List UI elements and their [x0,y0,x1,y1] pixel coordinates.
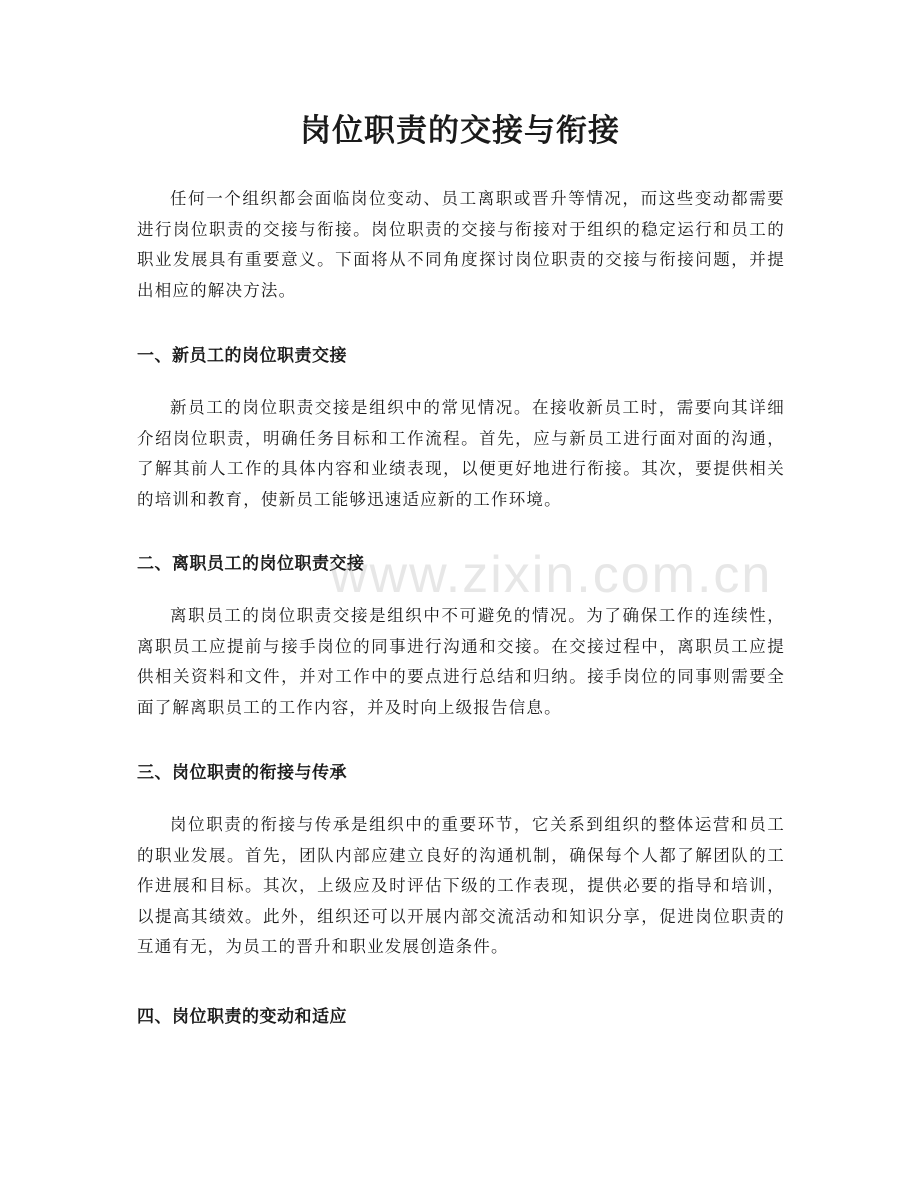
section-heading-2: 二、离职员工的岗位职责交接 [137,554,365,574]
section-heading-4: 四、岗位职责的变动和适应 [137,1007,347,1027]
section-heading-1: 一、新员工的岗位职责交接 [137,346,347,366]
section-body-1: 新员工的岗位职责交接是组织中的常见情况。在接收新员工时，需要向其详细介绍岗位职责，明确任务目标和工作流程。首先，应与新员工进行面对面的沟通，了解其前人工作的具体内容和业绩表现，以便更好地进行衔接。其次，要提供相关的培训和教育，使新员工能够迅速适应新的工作环境。 [137,398,785,509]
section-body-2: 离职员工的岗位职责交接是组织中不可避免的情况。为了确保工作的连续性，离职员工应提前与接手岗位的同事进行沟通和交接。在交接过程中，离职员工应提供相关资料和文件，并对工作中的要点进行总结和归纳。接手岗位的同事则需要全面了解离职员工的工作内容，并及时向上级报告信息。 [137,606,785,717]
section-heading-3: 三、岗位职责的衔接与传承 [137,763,347,783]
section-body-3: 岗位职责的衔接与传承是组织中的重要环节，它关系到组织的整体运营和员工的职业发展。首先，团队内部应建立良好的沟通机制，确保每个人都了解团队的工作进展和目标。其次，上级应及时评估下级的工作表现，提供必要的指导和培训，以提高其绩效。此外，组织还可以开展内部交流活动和知识分享，促进岗位职责的互通有无，为员工的晋升和职业发展创造条件。 [137,815,785,957]
watermark: www.zixin.com.cn [330,546,773,604]
intro-paragraph: 任何一个组织都会面临岗位变动、员工离职或晋升等情况，而这些变动都需要进行岗位职责的交接与衔接。岗位职责的交接与衔接对于组织的稳定运行和员工的职业发展具有重要意义。下面将从不同角度探讨岗位职责的交接与衔接问题，并提出相应的解决方法。 [137,189,785,300]
document-title: 岗位职责的交接与衔接 [300,113,620,149]
